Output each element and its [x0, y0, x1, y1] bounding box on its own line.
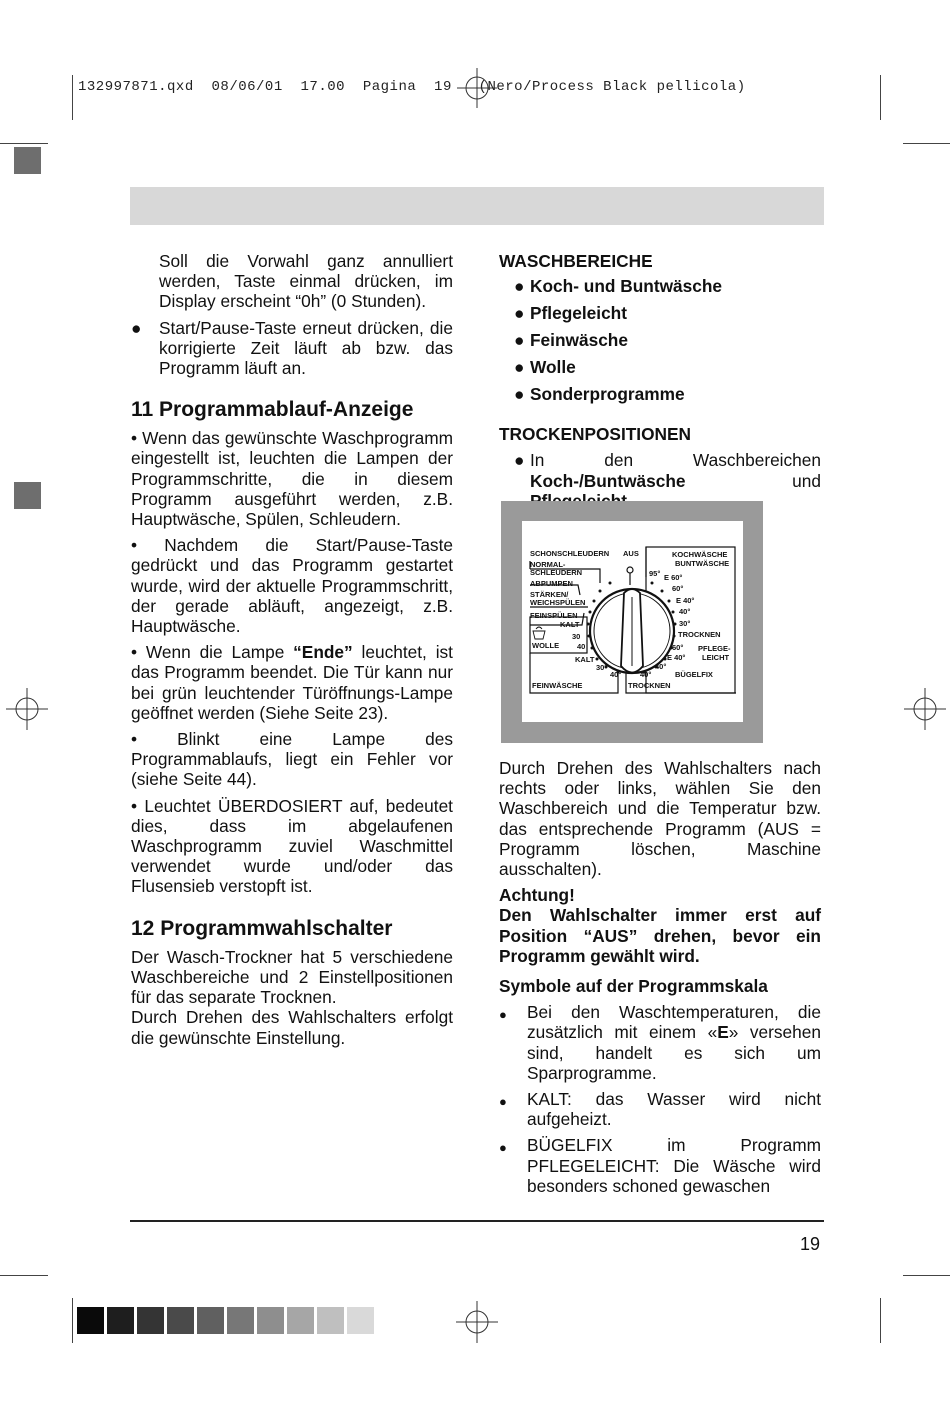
dial-label: SCHONSCHLEUDERN — [530, 549, 610, 558]
bullet-icon: ● — [514, 330, 525, 351]
bullet-icon: ● — [499, 1140, 507, 1156]
waschbereich-item: ● Sonderprogramme — [499, 381, 821, 408]
header-band — [130, 187, 824, 225]
crop-mark — [903, 1275, 950, 1276]
crop-mark — [880, 1298, 881, 1343]
symbol-bullet: ● Bei den Waschtemperaturen, die zusätzlich mit einem «E» versehen sind, handelt es sich um Sparprogramme. — [499, 1002, 821, 1083]
dial-label: FEINWÄSCHE — [532, 681, 583, 690]
dial-label: LEICHT — [702, 653, 730, 662]
bullet-icon: ● — [499, 1007, 507, 1023]
section-11-p3: • Wenn die Lampe “Ende” leuchtet, ist das Programm beendet. Die Tür kann nur bei grün leuchtender Türöffnungs-Lampe geöffnet werden (Siehe Seite 23). — [131, 642, 453, 723]
side-marker — [14, 147, 41, 174]
bullet-icon: ● — [514, 357, 525, 378]
waschbereich-item: ● Koch- und Buntwäsche — [499, 273, 821, 300]
dial-temp: 95° — [649, 569, 661, 578]
dial-label: KALT — [575, 655, 595, 664]
section-11-p4: • Blinkt eine Lampe des Programmablaufs, liegt ein Fehler vor (siehe Seite 44). — [131, 729, 453, 790]
print-slug: 132997871.qxd 08/06/01 17.00 Pagina 19 (Nero/Process Black pellicola) — [78, 79, 746, 95]
symbol-bullet: ● BÜGELFIX im Programm PFLEGELEICHT: Die Wäsche wird besonders schoned gewaschen — [499, 1135, 821, 1196]
dial-temp: 30° — [679, 619, 691, 628]
section-12-p2: Durch Drehen des Wahlschalters erfolgt die gewünschte Einstellung. — [131, 1007, 453, 1048]
dial-label: PFLEGE- — [698, 644, 731, 653]
dial-label: FEINSPÜLEN — [530, 611, 578, 620]
dial-label: TROCKNEN — [628, 681, 671, 690]
dial-label: ABPUMPEN — [530, 579, 573, 588]
crop-mark — [0, 143, 48, 144]
color-swatch — [317, 1307, 344, 1334]
warning-text: Den Wahlschalter immer erst auf Position “AUS” drehen, bevor ein Programm gewählt wird. — [499, 905, 821, 966]
section-11-p2: • Nachdem die Start/Pause-Taste gedrückt und das Programm gestartet wurde, wird der aktuelle Programmschritt, der gerade abläuft, angezeigt, z.B. Hauptwäsche. — [131, 535, 453, 637]
waschbereich-item: ● Feinwäsche — [499, 327, 821, 354]
color-swatch — [257, 1307, 284, 1334]
color-swatch — [167, 1307, 194, 1334]
dial-label: SCHLEUDERN — [530, 568, 583, 577]
color-swatch — [347, 1307, 374, 1334]
color-swatch — [137, 1307, 164, 1334]
dial-label: TROCKNEN — [678, 630, 721, 639]
right-column — [499, 251, 821, 511]
dial-temp: 40° — [640, 670, 652, 679]
bullet-icon: ● — [514, 384, 525, 405]
dial-label: BUNTWÄSCHE — [675, 559, 730, 568]
program-dial-diagram — [522, 521, 743, 722]
footer-rule — [130, 1220, 824, 1222]
dial-temp: E 60° — [664, 573, 683, 582]
warning-title: Achtung! — [499, 885, 575, 906]
dial-temp: 60° — [672, 584, 684, 593]
crop-mark — [880, 75, 881, 120]
registration-mark-top — [457, 68, 497, 108]
waschbereich-item: ● Wolle — [499, 354, 821, 381]
section-11-p5: • Leuchtet ÜBERDOSIERT auf, bedeutet dies, dass im abgelaufenen Waschprogramm zuviel Waschmittel verwendet wurde und/oder das Flusensieb verstopft ist. — [131, 795, 453, 897]
dial-label: KOCHWÄSCHE — [672, 550, 728, 559]
left-column — [131, 251, 453, 1048]
crop-mark — [72, 75, 73, 120]
dial-instructions: Durch Drehen des Wahlschalters nach rechts oder links, wählen Sie den Waschbereich und die Temperatur bzw. das entsprechende Programm (AUS = Programm löschen, Maschine ausschalten). — [499, 758, 821, 880]
bullet-icon: ● — [514, 450, 525, 471]
dial-temp: E 40° — [676, 596, 695, 605]
section-12-title: 12 Programmwahlschalter — [131, 916, 393, 940]
crop-mark — [0, 1275, 48, 1276]
crop-mark — [72, 1298, 73, 1343]
trockenpositionen-heading: TROCKENPOSITIONEN — [499, 424, 692, 445]
bullet-icon: ● — [514, 276, 525, 297]
right-column-lower — [499, 758, 821, 1196]
dial-temp: 60° — [672, 643, 684, 652]
dial-label: STÄRKEN/ — [530, 590, 569, 599]
section-11-title: 11 Programmablauf-Anzeige — [131, 398, 414, 422]
registration-mark-right — [904, 688, 946, 730]
color-swatch — [107, 1307, 134, 1334]
color-swatch — [287, 1307, 314, 1334]
color-swatch — [227, 1307, 254, 1334]
page-number: 19 — [800, 1234, 821, 1254]
dial-label: BÜGELFIX — [675, 670, 713, 679]
bullet-icon: ● — [514, 303, 525, 324]
section-12-p1: Der Wasch-Trockner hat 5 verschiedene Waschbereiche und 2 Einstellpositionen für das separate Trocknen. — [131, 946, 453, 1008]
section-11-p1: • Wenn das gewünschte Waschprogramm eingestellt ist, leuchten die Lampen der Programmschritte, die in diesem Programm ausgeführt werden, z.B. Hauptwäsche, Spülen, Schleudern. — [131, 428, 453, 530]
side-marker — [14, 482, 41, 509]
dial-label: KALT — [560, 620, 580, 629]
dial-label: AUS — [623, 549, 639, 558]
intro-paragraph: Soll die Vorwahl ganz annulliert werden, Taste einmal drücken, im Display erscheint “0h” (0 Stunden). — [159, 251, 453, 312]
trocken-bullet: ● In den Waschbereichen Koch-/Buntwäsche und — [499, 450, 821, 511]
dial-label: NORMAL- — [530, 560, 566, 569]
crop-mark — [903, 143, 950, 144]
dial-temp: E 40° — [667, 653, 686, 662]
waschbereiche-heading: WASCHBEREICHE — [499, 251, 653, 271]
bullet-icon: ● — [499, 1094, 507, 1110]
dial-temp: 40° — [655, 662, 667, 671]
dial-temp: 40 — [577, 642, 586, 651]
symbol-bullet: ● KALT: das Wasser wird nicht aufgeheizt. — [499, 1089, 821, 1130]
symbole-heading: Symbole auf der Programmskala — [499, 976, 768, 997]
dial-temp: 40° — [679, 607, 691, 616]
dial-temp: 40° — [610, 670, 622, 679]
dial-temp: 30 — [572, 632, 581, 641]
color-swatch — [197, 1307, 224, 1334]
intro-bullet: ● Start/Pause-Taste erneut drücken, die korrigierte Zeit läuft ab bzw. das Programm läuft an. — [131, 317, 453, 379]
bullet-icon: ● — [131, 317, 142, 338]
dial-temp: 30° — [596, 663, 608, 672]
waschbereich-item: ● Pflegeleicht — [499, 300, 821, 327]
color-swatch — [77, 1307, 104, 1334]
registration-mark-left — [6, 688, 48, 730]
wool-icon — [533, 627, 545, 639]
registration-mark-bottom — [456, 1301, 498, 1343]
dial-label: WEICHSPÜLEN — [530, 598, 586, 607]
dial-label: WOLLE — [532, 641, 560, 650]
